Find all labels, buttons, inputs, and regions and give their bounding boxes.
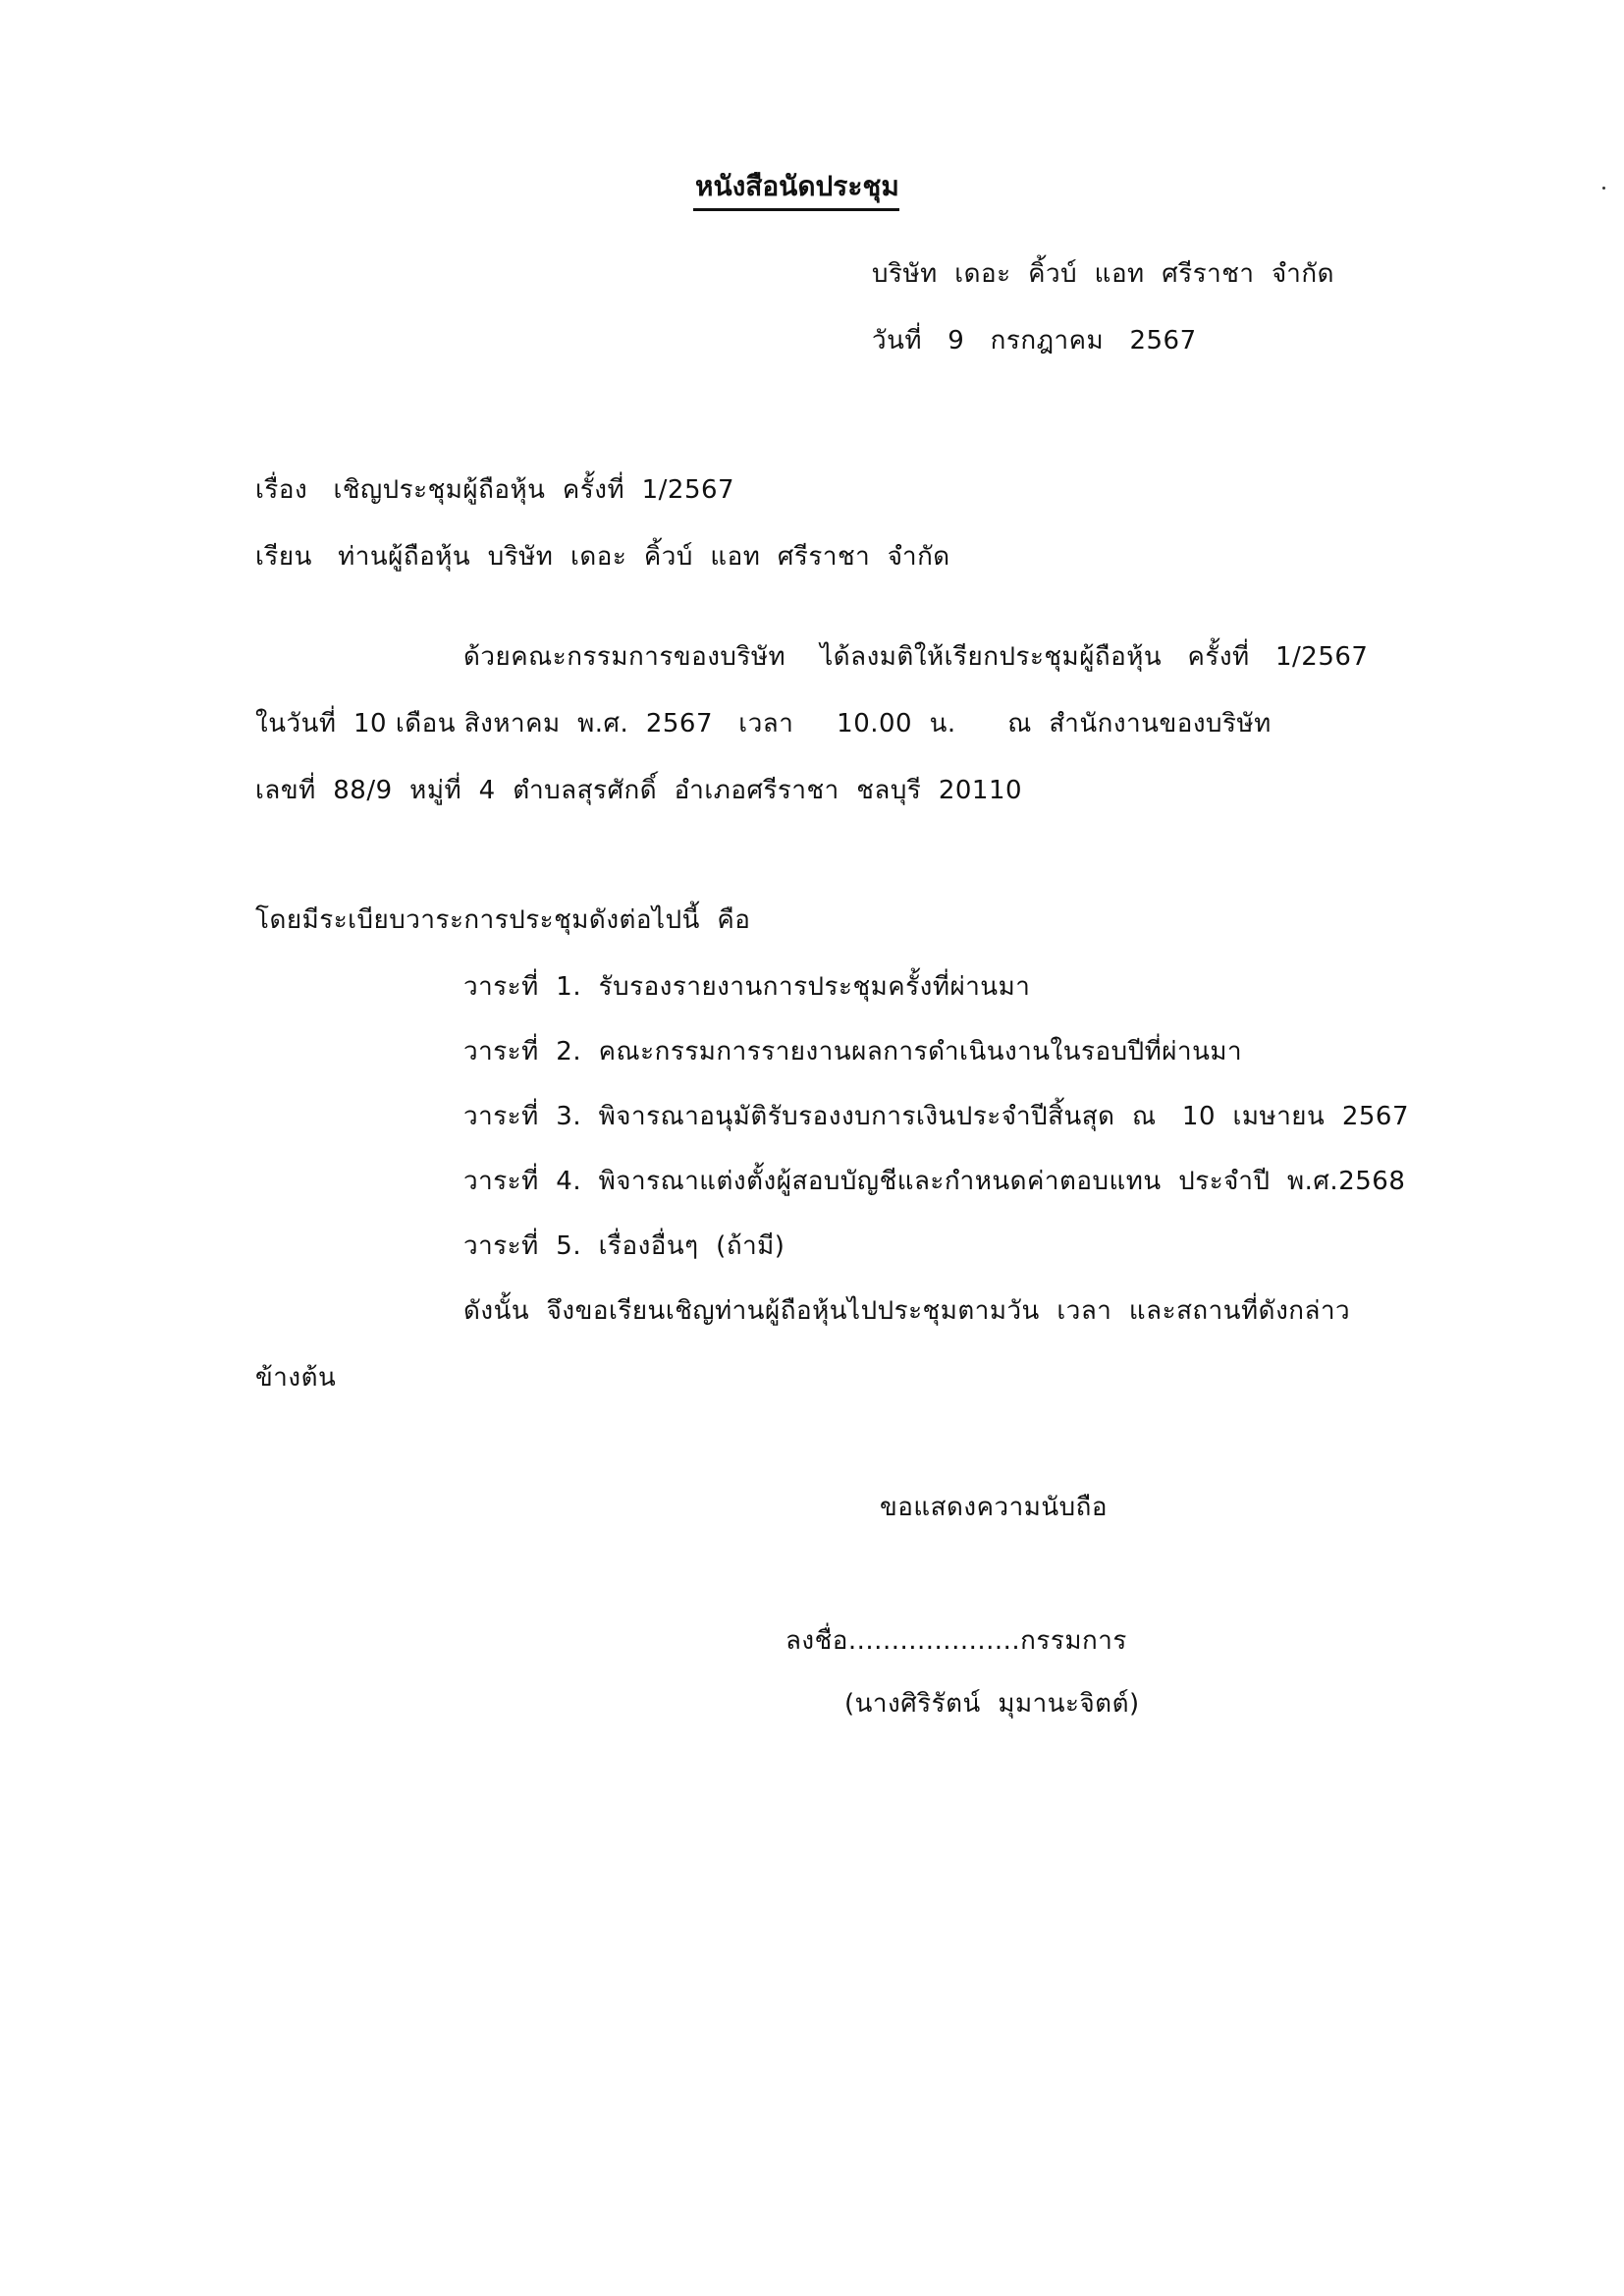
closing-line-2: ข้างต้น: [255, 1363, 337, 1393]
regards-text: ขอแสดงความนับถือ: [880, 1493, 1108, 1522]
letter-date: วันที่ 9 กรกฎาคม 2567: [872, 326, 1197, 355]
closing-line-1: ดังนั้น จึงขอเรียนเชิญท่านผู้ถือหุ้นไปประชุมตามวัน เวลา และสถานที่ดังกล่าว: [463, 1296, 1351, 1326]
company-name: บริษัท เดอะ คิ้วบ์ แอท ศรีราชา จำกัด: [872, 259, 1334, 289]
body-line-1: ด้วยคณะกรรมการของบริษัท ได้ลงมติให้เรียกประชุมผู้ถือหุ้น ครั้งที่ 1/2567: [463, 642, 1369, 672]
document-title: หนังสือนัดประชุม: [695, 170, 899, 202]
subject-line: เรื่อง เชิญประชุมผู้ถือหุ้น ครั้งที่ 1/2567: [255, 475, 735, 505]
recipient-line: เรียน ท่านผู้ถือหุ้น บริษัท เดอะ คิ้วบ์ แอท ศรีราชา จำกัด: [255, 542, 950, 572]
body-line-3: เลขที่ 88/9 หมู่ที่ 4 ตำบลสุรศักดิ์ อำเภอศรีราชา ชลบุรี 20110: [255, 776, 1023, 805]
title-underline: [693, 208, 899, 211]
agenda-intro: โดยมีระเบียบวาระการประชุมดังต่อไปนี้ คือ: [255, 905, 751, 935]
agenda-item-4: วาระที่ 4. พิจารณาแต่งตั้งผู้สอบบัญชีและกำหนดค่าตอบแทน ประจำปี พ.ศ.2568: [463, 1167, 1406, 1196]
agenda-item-3: วาระที่ 3. พิจารณาอนุมัติรับรองงบการเงินประจำปีสิ้นสุด ณ 10 เมษายน 2567: [463, 1102, 1410, 1131]
scan-speck: [1602, 187, 1605, 190]
agenda-item-5: วาระที่ 5. เรื่องอื่นๆ (ถ้ามี): [463, 1231, 785, 1261]
body-line-2: ในวันที่ 10 เดือน สิงหาคม พ.ศ. 2567 เวลา 10.00 น. ณ สำนักงานของบริษัท: [255, 709, 1272, 738]
agenda-item-1: วาระที่ 1. รับรองรายงานการประชุมครั้งที่ผ่านมา: [463, 972, 1031, 1002]
signer-name: (นางศิริรัตน์ มุมานะจิตต์): [844, 1689, 1140, 1719]
agenda-item-2: วาระที่ 2. คณะกรรมการรายงานผลการดำเนินงานในรอบปีที่ผ่านมา: [463, 1037, 1243, 1066]
signature-line: ลงชื่อ....................กรรมการ: [785, 1626, 1127, 1656]
